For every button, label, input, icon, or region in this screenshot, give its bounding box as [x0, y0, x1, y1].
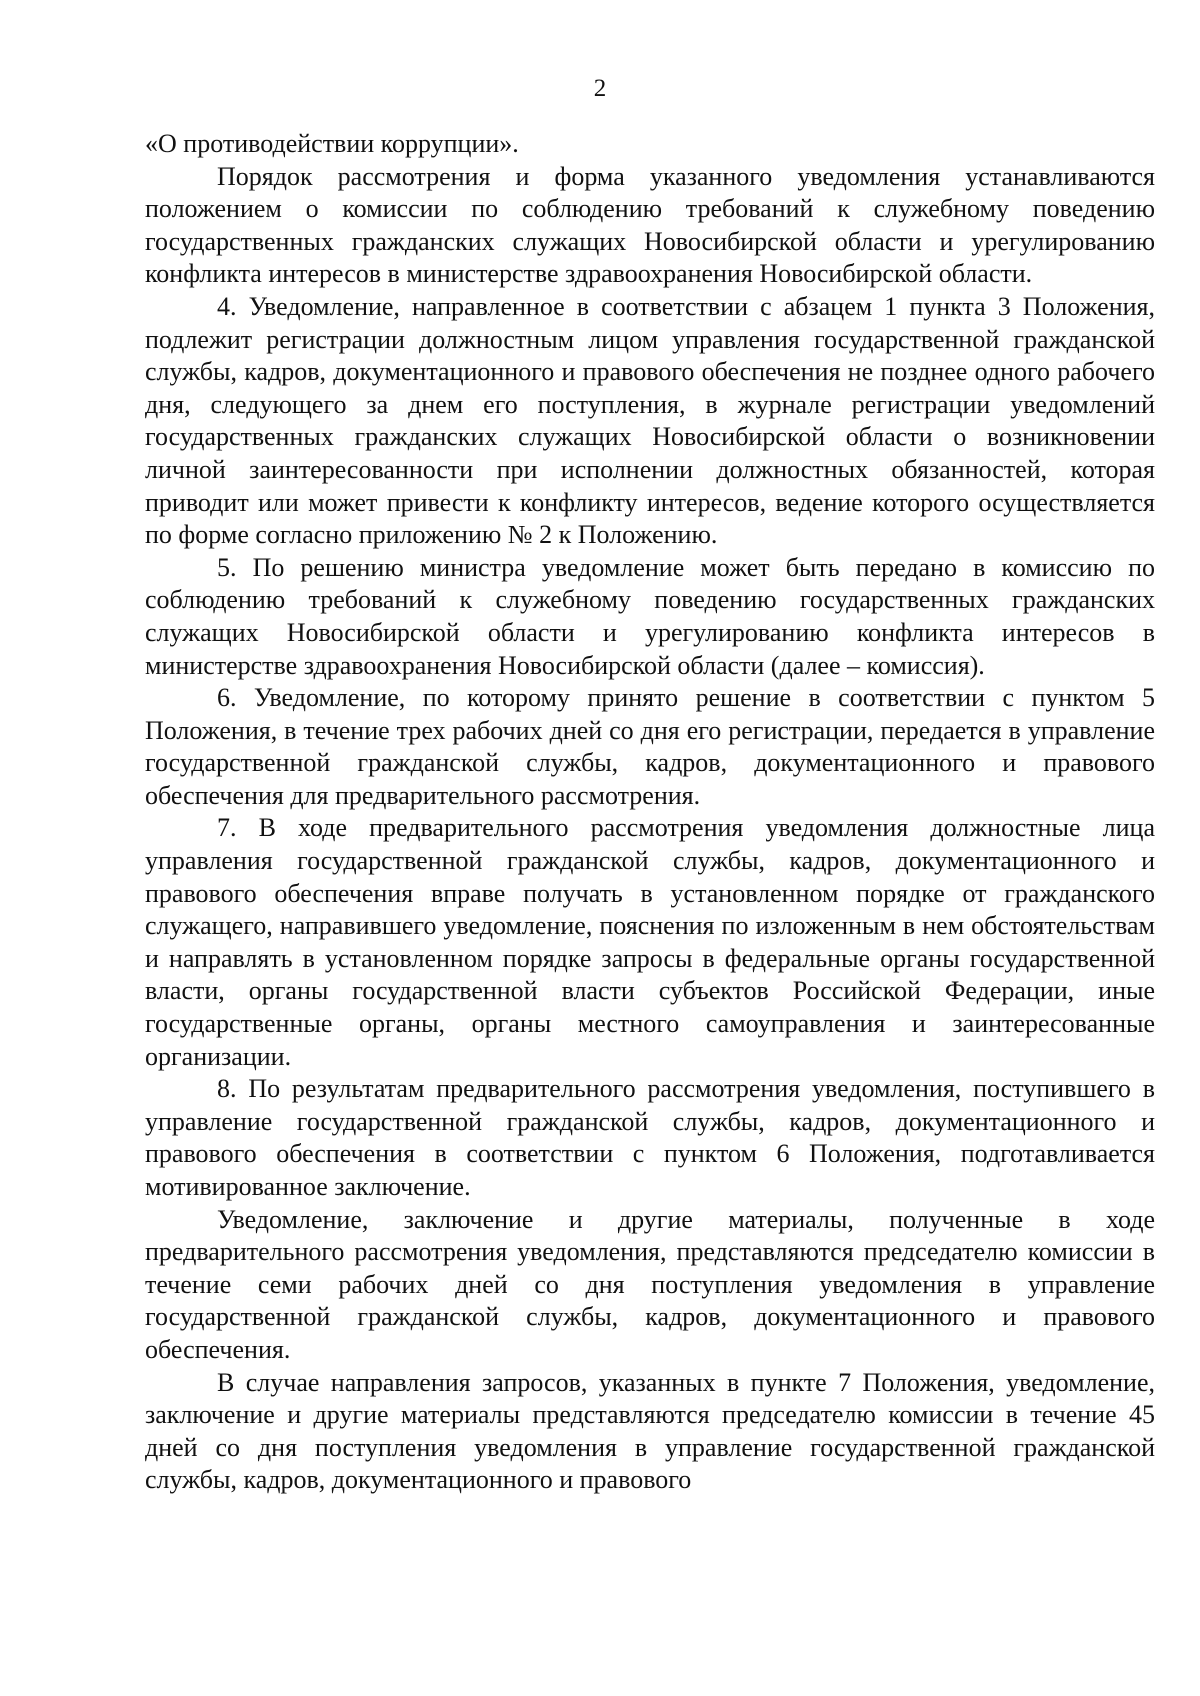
paragraph-continuation: «О противодействии коррупции».: [145, 129, 519, 158]
paragraph-item-5: 5. По решению министра уведомление может быть передано в комиссию по соблюдению требований к служебному поведению государственных гражданских служащих Новосибирской области и урегулированию конфликта интересов в министерстве здравоохранения Новосибирской области (далее – комиссия).: [145, 552, 1155, 680]
paragraph-procedure: Порядок рассмотрения и форма указанного уведомления устанавливаются положением о комиссии по соблюдению требований к служебному поведению государственных гражданских служащих Новосибирской области и урегулированию конфликта интересов в министерстве здравоохранения Новосибирской области.: [145, 161, 1155, 289]
paragraph-requests: В случае направления запросов, указанных в пункте 7 Положения, уведомление, заключение и другие материалы представляются председателю комиссии в течение 45 дней со дня поступления уведомления в управление государственной гражданской службы, кадров, документационного и правового: [145, 1367, 1155, 1495]
paragraph-item-8: 8. По результатам предварительного рассмотрения уведомления, поступившего в управление государственной гражданской службы, кадров, документационного и правового обеспечения в соответствии с пунктом 6 Положения, подготавливается мотивированное заключение.: [145, 1074, 1155, 1201]
paragraph-item-7: 7. В ходе предварительного рассмотрения уведомления должностные лица управления государственной гражданской службы, кадров, документационного и правового обеспечения вправе получать в установленном порядке от гражданского служащего, направившего уведомление, пояснения по изложенным в нем обстоятельствам и направлять в установленном порядке запросы в федеральные органы государственной власти, органы государственной власти субъектов Российской Федерации, иные государственные органы, органы местного самоуправления и заинтересованные организации.: [145, 813, 1155, 1071]
paragraph-item-4: 4. Уведомление, направленное в соответствии с абзацем 1 пункта 3 Положения, подлежит регистрации должностным лицом управления государственной гражданской службы, кадров, документационного и правового обеспечения не позднее одного рабочего дня, следующего за днем его поступления, в журнале регистрации уведомлений государственных гражданских служащих Новосибирской области о возникновении личной заинтересованности при исполнении должностных обязанностей, которая приводит или может привести к конфликту интересов, ведение которого осуществляется по форме согласно приложению № 2 к Положению.: [145, 291, 1155, 550]
document-body: [145, 128, 1155, 1497]
paragraph-materials: Уведомление, заключение и другие материалы, полученные в ходе предварительного рассмотрения уведомления, представляются председателю комиссии в течение семи рабочих дней со дня поступления уведомления в управление государственной гражданской службы, кадров, документационного и правового обеспечения.: [145, 1204, 1155, 1364]
page-number: 2: [593, 75, 607, 102]
paragraph-item-6: 6. Уведомление, по которому принято решение в соответствии с пунктом 5 Положения, в течение трех рабочих дней со дня его регистрации, передается в управление государственной гражданской службы, кадров, документационного и правового обеспечения для предварительного рассмотрения.: [145, 683, 1155, 810]
